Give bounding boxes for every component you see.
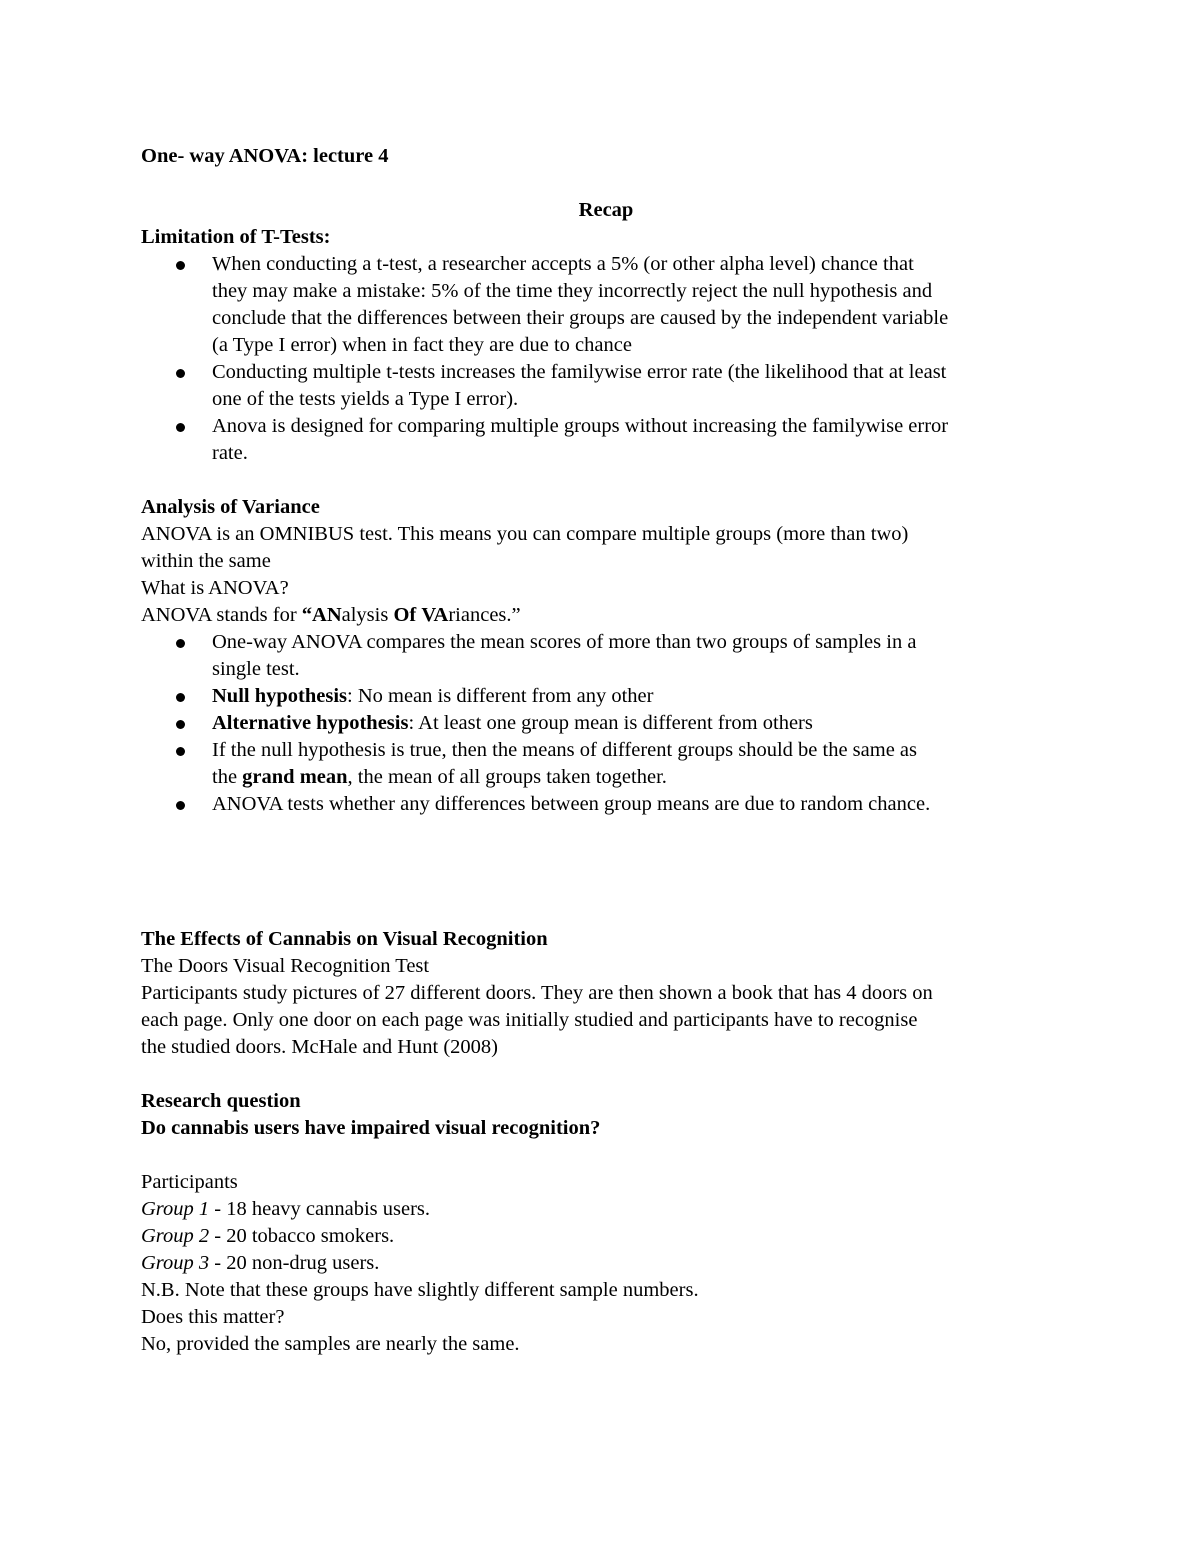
analysis-heading: Analysis of Variance (141, 496, 320, 518)
list-item: One-way ANOVA compares the mean scores of more than two groups of samples in a single test. (141, 629, 1071, 683)
analysis-text: within the same (141, 550, 271, 572)
answer-text: No, provided the samples are nearly the same. (141, 1333, 520, 1355)
document-page (141, 143, 1071, 1358)
bullet-icon (176, 423, 185, 432)
what-is-anova: What is ANOVA? (141, 577, 289, 599)
research-heading: Research question (141, 1090, 301, 1112)
limitation-list (141, 251, 1071, 467)
group-line: Group 2 - 20 tobacco smokers. (141, 1225, 395, 1247)
bullet-icon (176, 261, 185, 270)
study-text: the studied doors. McHale and Hunt (2008) (141, 1036, 498, 1058)
nb-note: N.B. Note that these groups have slightly different sample numbers. (141, 1279, 699, 1301)
list-item: When conducting a t-test, a researcher accepts a 5% (or other alpha level) chance that they may make a mistake: 5% of the time they incorrectly reject the null hypothesis and conclude that the differences between their groups are caused by the independent variable (a Type I error) when in fact they are due to chance (141, 251, 1071, 359)
bullet-icon (176, 720, 185, 729)
analysis-text: ANOVA is an OMNIBUS test. This means you can compare multiple groups (more than two) (141, 523, 909, 545)
anova-list (141, 629, 1071, 818)
document-title: One- way ANOVA: lecture 4 (141, 145, 389, 167)
cannabis-heading: The Effects of Cannabis on Visual Recognition (141, 928, 548, 950)
list-item: Null hypothesis: No mean is different from any other (141, 683, 1071, 710)
recap-heading: Recap (578, 199, 634, 221)
group-line: Group 1 - 18 heavy cannabis users. (141, 1198, 431, 1220)
list-item: Alternative hypothesis: At least one group mean is different from others (141, 710, 1071, 737)
bullet-icon (176, 639, 185, 648)
list-item: Conducting multiple t-tests increases the familywise error rate (the likelihood that at least one of the tests yields a Type I error). (141, 359, 1071, 413)
bullet-icon (176, 747, 185, 756)
bullet-icon (176, 693, 185, 702)
bullet-icon (176, 369, 185, 378)
list-item: ANOVA tests whether any differences between group means are due to random chance. (141, 791, 1071, 818)
group-line: Group 3 - 20 non-drug users. (141, 1252, 380, 1274)
study-text: Participants study pictures of 27 different doors. They are then shown a book that has 4 doors on (141, 982, 933, 1004)
list-item: If the null hypothesis is true, then the means of different groups should be the same as the grand mean, the mean of all groups taken together. (141, 737, 1071, 791)
research-question: Do cannabis users have impaired visual recognition? (141, 1117, 601, 1139)
bullet-icon (176, 801, 185, 810)
study-text: each page. Only one door on each page was initially studied and participants have to recognise (141, 1009, 918, 1031)
does-this-matter: Does this matter? (141, 1306, 285, 1328)
list-item: Anova is designed for comparing multiple groups without increasing the familywise error rate. (141, 413, 1071, 467)
participants-label: Participants (141, 1171, 238, 1193)
doors-test-title: The Doors Visual Recognition Test (141, 955, 430, 977)
anova-stands-for: ANOVA stands for “ANalysis Of VAriances.” (141, 604, 521, 626)
limitation-heading: Limitation of T-Tests: (141, 226, 331, 248)
